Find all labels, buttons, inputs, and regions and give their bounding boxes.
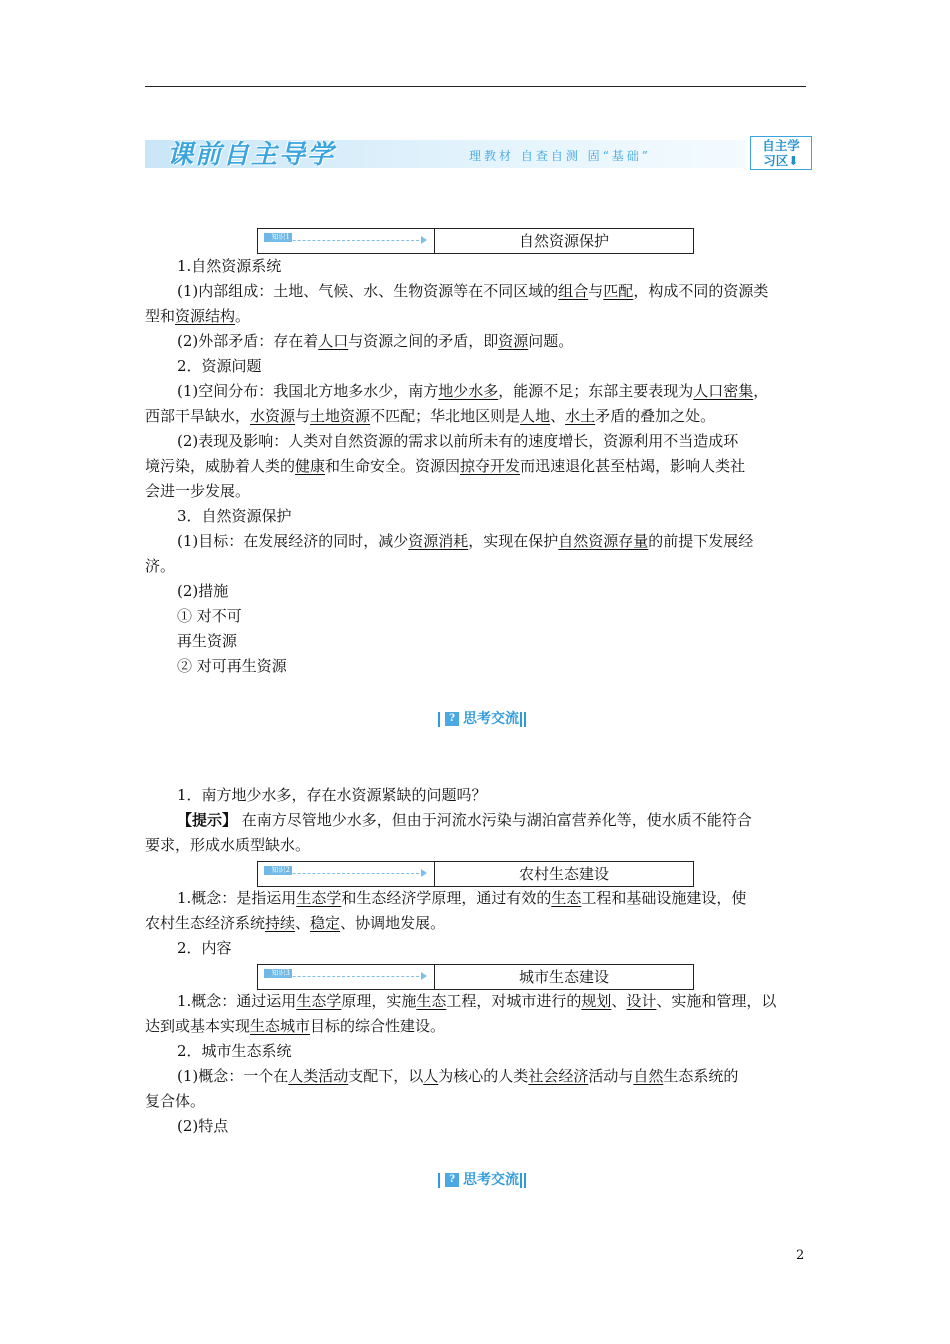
heading-resource-protection: 3．自然资源保护	[177, 507, 292, 525]
heading-content: 2．内容	[177, 939, 232, 957]
paragraph: (2)措施	[177, 582, 229, 600]
page-number: 2	[796, 1248, 805, 1263]
section-banner	[145, 134, 745, 172]
paragraph: (1)概念：一个在人类活动支配下，以人为核心的人类社会经济活动与自然生态系统的	[177, 1067, 739, 1085]
banner-subtitle: 理教材 自查自测 固“基础”	[469, 149, 651, 163]
list-item: ① 对不可	[177, 607, 242, 625]
paragraph: 济。	[145, 557, 176, 575]
paragraph: 西部干旱缺水，水资源与土地资源不匹配；华北地区则是人地、水土矛盾的叠加之处。	[145, 407, 716, 425]
paragraph: 达到或基本实现生态城市目标的综合性建设。	[145, 1017, 446, 1035]
paragraph: 复合体。	[145, 1092, 206, 1110]
paragraph: 1.概念：通过运用生态学原理，实施生态工程，对城市进行的规划、设计、实施和管理，以	[177, 992, 777, 1010]
heading-urban-ecosystem: 2．城市生态系统	[177, 1042, 292, 1060]
paragraph: (1)空间分布：我国北方地多水少，南方地少水多，能源不足；东部主要表现为人口密集，	[177, 382, 769, 400]
arrow-right-icon	[421, 869, 427, 877]
question-text: 1．南方地少水多，存在水资源紧缺的问题吗？	[177, 786, 487, 804]
section-tag-2: 知识2	[264, 866, 292, 875]
section-tag-1: 知识1	[264, 233, 292, 242]
paragraph: (2)特点	[177, 1117, 229, 1135]
badge-line-1: 自主学	[762, 138, 800, 153]
paragraph: 1.概念：是指运用生态学和生态经济学原理，通过有效的生态工程和基础设施建设，使	[177, 889, 747, 907]
badge-line-2: 习区	[763, 153, 789, 168]
section-title-1: 自然资源保护	[434, 228, 694, 254]
self-study-badge	[750, 136, 812, 170]
hint-paragraph: 要求，形成水质型缺水。	[145, 836, 311, 854]
think-exchange-heading-1: ? 思考交流	[437, 708, 527, 730]
section-header-3	[257, 964, 693, 990]
question-icon: ?	[445, 712, 459, 726]
section-title-3: 城市生态建设	[434, 964, 694, 990]
question-icon: ?	[445, 1173, 459, 1187]
paragraph: 型和资源结构。	[145, 307, 251, 325]
heading-resource-system: 1.自然资源系统	[177, 257, 282, 275]
section-header-1	[257, 228, 693, 254]
dashed-arrow	[268, 976, 424, 977]
hint-paragraph: 【提示】 在南方尽管地少水多，但由于河流水污染与湖泊富营养化等，使水质不能符合	[177, 811, 752, 829]
arrow-right-icon	[421, 236, 427, 244]
list-item: 再生资源	[177, 632, 238, 650]
header-rule	[145, 86, 806, 87]
paragraph: 农村生态经济系统持续、稳定、协调地发展。	[145, 914, 446, 932]
paragraph: (1)内部组成：土地、气候、水、生物资源等在不同区域的组合与匹配，构成不同的资源类	[177, 282, 769, 300]
paragraph: 境污染，威胁着人类的健康和生命安全。资源因掠夺开发而迅速退化甚至枯竭，影响人类社	[145, 457, 746, 475]
arrow-down-icon: ⬇	[788, 153, 799, 168]
list-item: ② 对可再生资源	[177, 657, 287, 675]
paragraph: (1)目标：在发展经济的同时，减少资源消耗，实现在保护自然资源存量的前提下发展经	[177, 532, 754, 550]
think-exchange-heading-2: ? 思考交流	[437, 1169, 527, 1191]
dashed-arrow	[268, 873, 424, 874]
paragraph: (2)外部矛盾：存在着人口与资源之间的矛盾，即资源问题。	[177, 332, 574, 350]
paragraph: (2)表现及影响：人类对自然资源的需求以前所未有的速度增长，资源利用不当造成环	[177, 432, 739, 450]
section-title-2: 农村生态建设	[434, 861, 694, 887]
section-tag-3: 知识3	[264, 969, 292, 978]
heading-resource-problems: 2．资源问题	[177, 357, 262, 375]
paragraph: 会进一步发展。	[145, 482, 251, 500]
arrow-right-icon	[421, 972, 427, 980]
section-header-2	[257, 861, 693, 887]
dashed-arrow	[268, 240, 424, 241]
banner-title: 课前自主导学	[167, 140, 336, 170]
